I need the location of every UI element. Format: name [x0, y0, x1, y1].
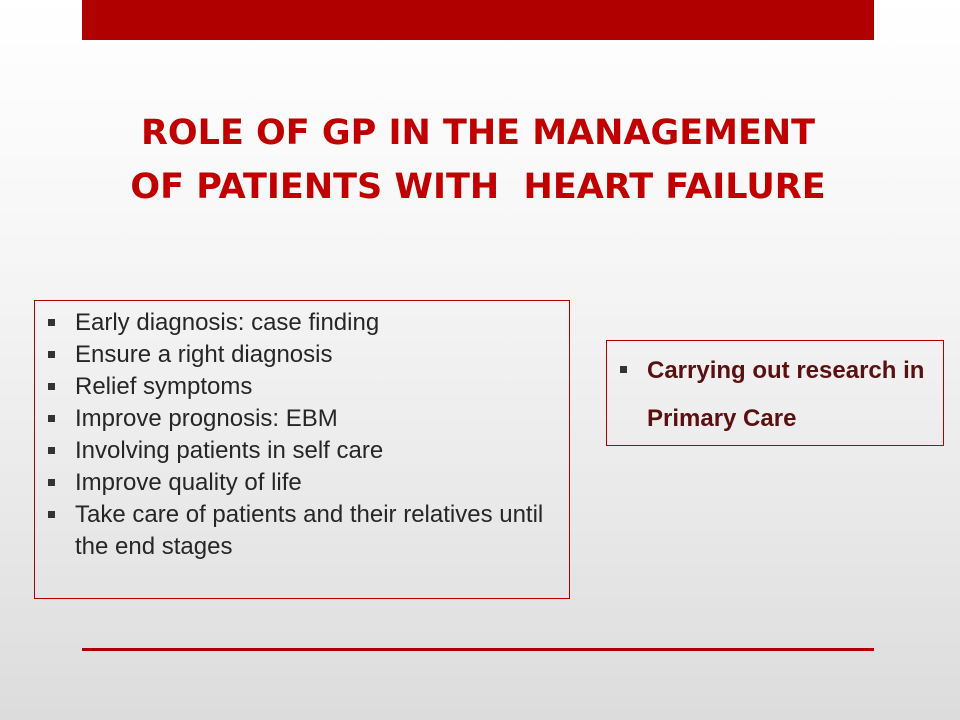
square-bullet-icon	[48, 351, 55, 358]
list-item-text: Involving patients in self care	[75, 437, 384, 464]
bottom-divider	[82, 648, 874, 651]
square-bullet-icon	[48, 319, 55, 326]
list-item-text: Relief symptoms	[75, 373, 253, 400]
square-bullet-icon	[48, 447, 55, 454]
list-item-text: Take care of patients and their relatives until the end stages	[75, 501, 544, 560]
top-accent-bar	[82, 0, 874, 40]
list-item	[45, 403, 559, 435]
slide-title-line-2: OF PATIENTS WITH HEART FAILURE	[130, 167, 826, 207]
square-bullet-icon	[48, 383, 55, 390]
slide-title	[82, 106, 874, 214]
list-item	[45, 467, 559, 499]
research-list	[617, 347, 933, 443]
list-item	[45, 371, 559, 403]
responsibilities-list	[45, 307, 559, 563]
list-item-text: Early diagnosis: case finding	[75, 309, 380, 336]
list-item-text: Carrying out research in Primary Care	[647, 357, 925, 432]
list-item-text: Ensure a right diagnosis	[75, 341, 333, 368]
list-item	[45, 499, 559, 563]
list-item	[45, 339, 559, 371]
square-bullet-icon	[620, 366, 627, 373]
responsibilities-box	[34, 300, 570, 599]
list-item	[45, 307, 559, 339]
square-bullet-icon	[48, 415, 55, 422]
list-item	[617, 347, 933, 443]
square-bullet-icon	[48, 479, 55, 486]
slide-title-line-1: ROLE OF GP IN THE MANAGEMENT	[140, 113, 816, 153]
square-bullet-icon	[48, 511, 55, 518]
list-item	[45, 435, 559, 467]
list-item-text: Improve quality of life	[75, 469, 302, 496]
list-item-text: Improve prognosis: EBM	[75, 405, 338, 432]
research-box	[606, 340, 944, 446]
